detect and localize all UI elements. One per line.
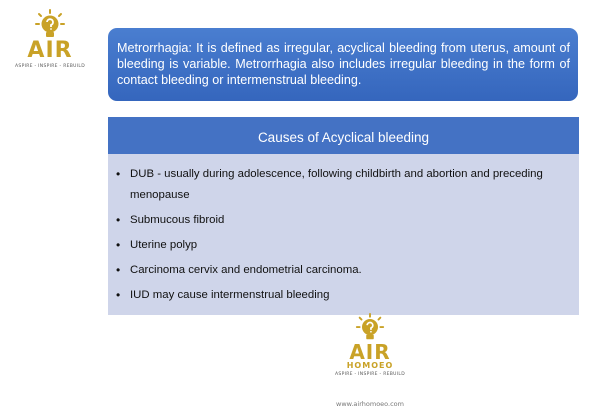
list-item: • Carcinoma cervix and endometrial carcinoma. (116, 260, 569, 281)
logo-word: AIR (349, 340, 391, 364)
lightbulb-icon (33, 8, 67, 42)
brand-logo-top (10, 8, 90, 69)
website-url: www.airhomoeo.com (336, 400, 404, 408)
definition-text: Metrorrhagia: It is defined as irregular, acyclical bleeding from uterus, amount of bleeding is variable. Metrorrhagia also includes irregular bleeding in the form of contact bleeding or intermenstrual bleeding. (117, 41, 570, 87)
logo-sub: HOMOEO (346, 361, 394, 370)
list-item: • Submucous fibroid (116, 210, 569, 231)
causes-list (108, 154, 579, 306)
logo-tagline: ASPIRE - INSPIRE - REBUILD (15, 64, 85, 69)
definition-box (108, 28, 578, 101)
list-item: • IUD may cause intermenstrual bleeding (116, 285, 569, 306)
causes-panel (108, 117, 579, 315)
list-item: • DUB - usually during adolescence, following childbirth and abortion and preceding menopause (116, 164, 569, 206)
logo-word: AIR (27, 38, 73, 63)
brand-logo-bottom (330, 312, 410, 377)
causes-title: Causes of Acyclical bleeding (108, 117, 579, 154)
list-item: • Uterine polyp (116, 235, 569, 256)
logo-tagline: ASPIRE - INSPIRE - REBUILD (335, 372, 405, 377)
